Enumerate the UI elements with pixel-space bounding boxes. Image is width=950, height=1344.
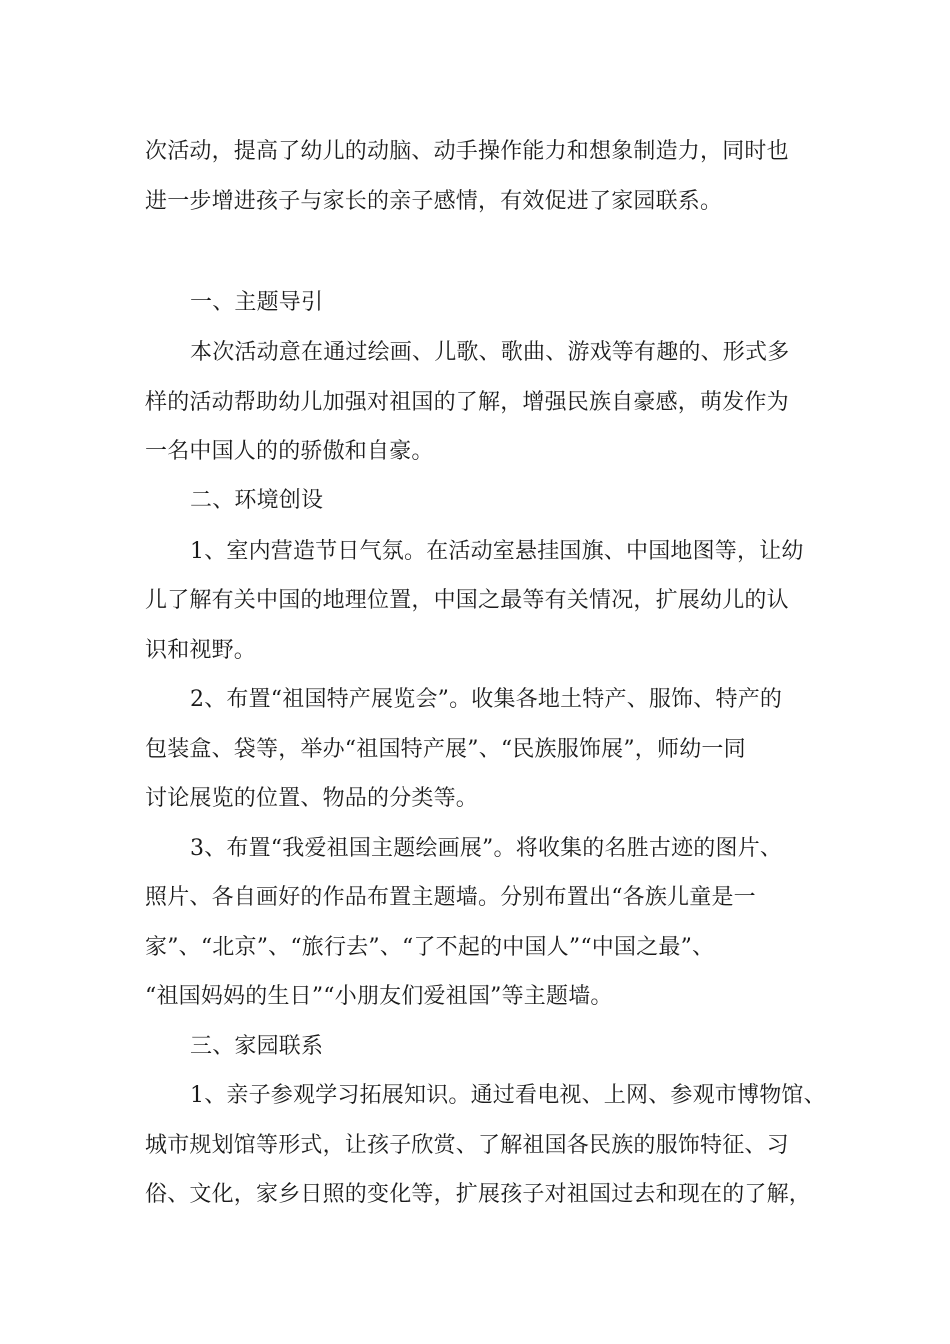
body-text-line: 讨论展览的位置、物品的分类等。 (145, 786, 479, 811)
section-heading: 二、环境创设 (190, 488, 324, 513)
section-heading: 一、主题导引 (190, 290, 324, 315)
body-text-line: 1、亲子参观学习拓展知识。通过看电视、上网、参观市博物馆、 (190, 1083, 826, 1108)
body-text-line: 识和视野。 (145, 638, 257, 663)
body-text-line: 3、布置“我爱祖国主题绘画展”。将收集的名胜古迹的图片、 (190, 836, 783, 861)
body-text-line: 样的活动帮助幼儿加强对祖国的了解，增强民族自豪感，萌发作为 (145, 390, 789, 415)
body-text-line: 家”、“北京”、“旅行去”、“了不起的中国人”“中国之最”、 (145, 935, 715, 960)
body-text-line: 包装盒、袋等，举办“祖国特产展”、“民族服饰展”，师幼一同 (145, 737, 746, 762)
body-text-line: 2、布置“祖国特产展览会”。收集各地土特产、服饰、特产的 (190, 687, 783, 712)
body-text-line: 本次活动意在通过绘画、儿歌、歌曲、游戏等有趣的、形式多 (190, 340, 790, 365)
body-text-line: “祖国妈妈的生日”“小朋友们爱祖国”等主题墙。 (145, 984, 613, 1009)
body-text-line: 次活动，提高了幼儿的动脑、动手操作能力和想象制造力，同时也 (145, 139, 789, 164)
body-text-line: 儿了解有关中国的地理位置，中国之最等有关情况，扩展幼儿的认 (145, 588, 789, 613)
body-text-line: 城市规划馆等形式，让孩子欣赏、了解祖国各民族的服饰特征、习 (145, 1133, 789, 1158)
body-text-line: 1、室内营造节日气氛。在活动室悬挂国旗、中国地图等，让幼 (190, 539, 804, 564)
body-text-line: 照片、各自画好的作品布置主题墙。分别布置出“各族儿童是一 (145, 885, 756, 910)
body-text-line: 俗、文化，家乡日照的变化等，扩展孩子对祖国过去和现在的了解， (145, 1182, 812, 1207)
section-heading: 三、家园联系 (190, 1034, 324, 1059)
body-text-line: 进一步增进孩子与家长的亲子感情，有效促进了家园联系。 (145, 189, 723, 214)
body-text-line: 一名中国人的的骄傲和自豪。 (145, 439, 434, 464)
